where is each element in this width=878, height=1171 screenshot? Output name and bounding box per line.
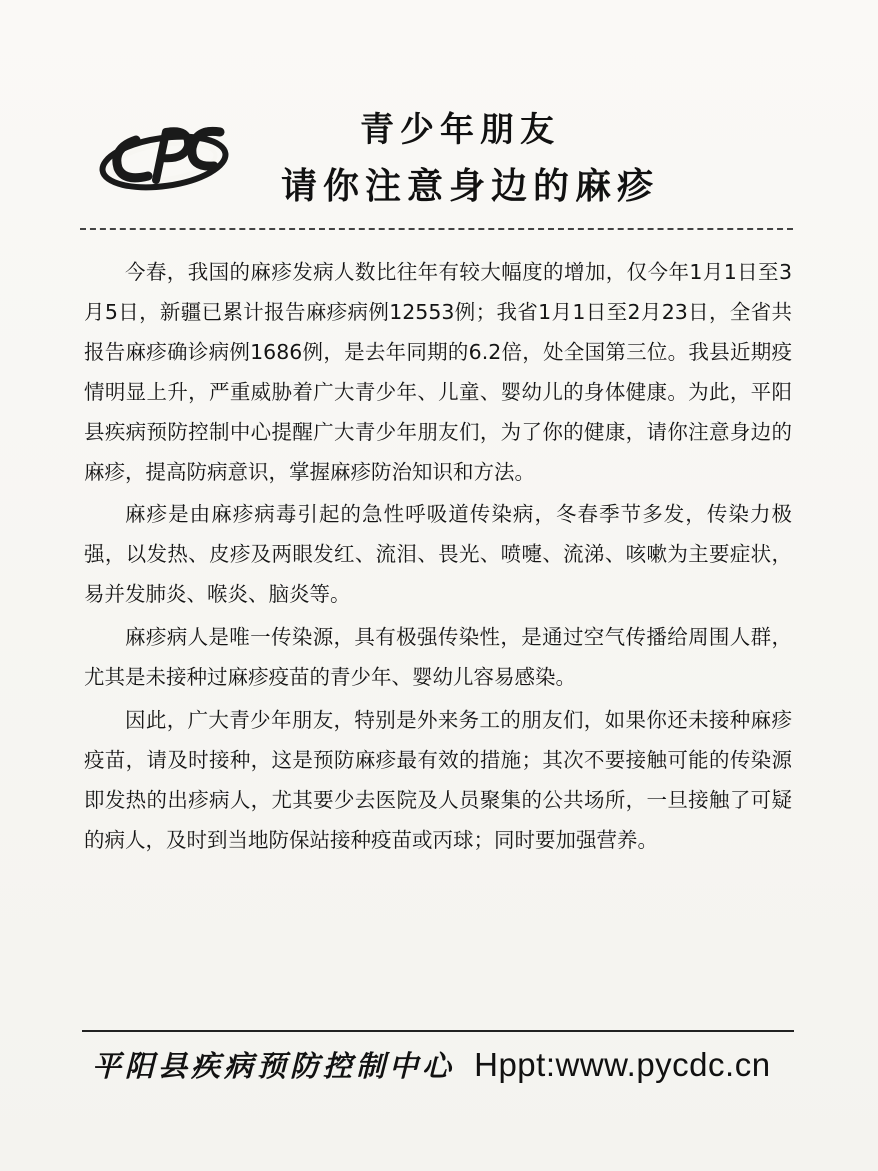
paragraph: 因此，广大青少年朋友，特别是外来务工的朋友们，如果你还未接种麻疹疫苗，请及时接种，这是预防麻疹最有效的措施；其次不要接触可能的传染源即发热的出疹病人，尤其要少去医院及人员聚集的公共场所，一旦接触了可疑的病人，及时到当地防保站接种疫苗或丙球；同时要加强营养。 bbox=[84, 708, 792, 852]
paragraph: 麻疹是由麻疹病毒引起的急性呼吸道传染病，冬春季节多发，传染力极强，以发热、皮疹及两眼发红、流泪、畏光、喷嚏、流涕、咳嗽为主要症状，易并发肺炎、喉炎、脑炎等。 bbox=[84, 502, 792, 606]
website-url: Hppt:www.pycdc.cn bbox=[474, 1045, 771, 1083]
title-line-2: 请你注意身边的麻疹 bbox=[280, 166, 659, 207]
footer bbox=[92, 1044, 802, 1090]
header-divider bbox=[80, 228, 793, 230]
organization-name: 平阳县疾病预防控制中心 bbox=[92, 1049, 456, 1083]
footer-divider bbox=[82, 1030, 794, 1032]
paragraph: 今春，我国的麻疹发病人数比往年有较大幅度的增加，仅今年1月1日至3月5日，新疆已累计报告麻疹病例12553例；我省1月1日至2月23日，全省共报告麻疹确诊病例1686例，是去年同期的6.2倍，处全国第三位。我县近期疫情明显上升，严重威胁着广大青少年、儿童、婴幼儿的身体健康。为此，平阳县疾病预防控制中心提醒广大青少年朋友们，为了你的健康，请你注意身边的麻疹，提高防病意识，掌握麻疹防治知识和方法。 bbox=[84, 260, 792, 484]
title-line-1: 青少年朋友 bbox=[360, 110, 560, 150]
paragraph: 麻疹病人是唯一传染源，具有极强传染性，是通过空气传播给周围人群，尤其是未接种过麻疹疫苗的青少年、婴幼儿容易感染。 bbox=[84, 625, 792, 689]
article-body bbox=[84, 252, 792, 860]
